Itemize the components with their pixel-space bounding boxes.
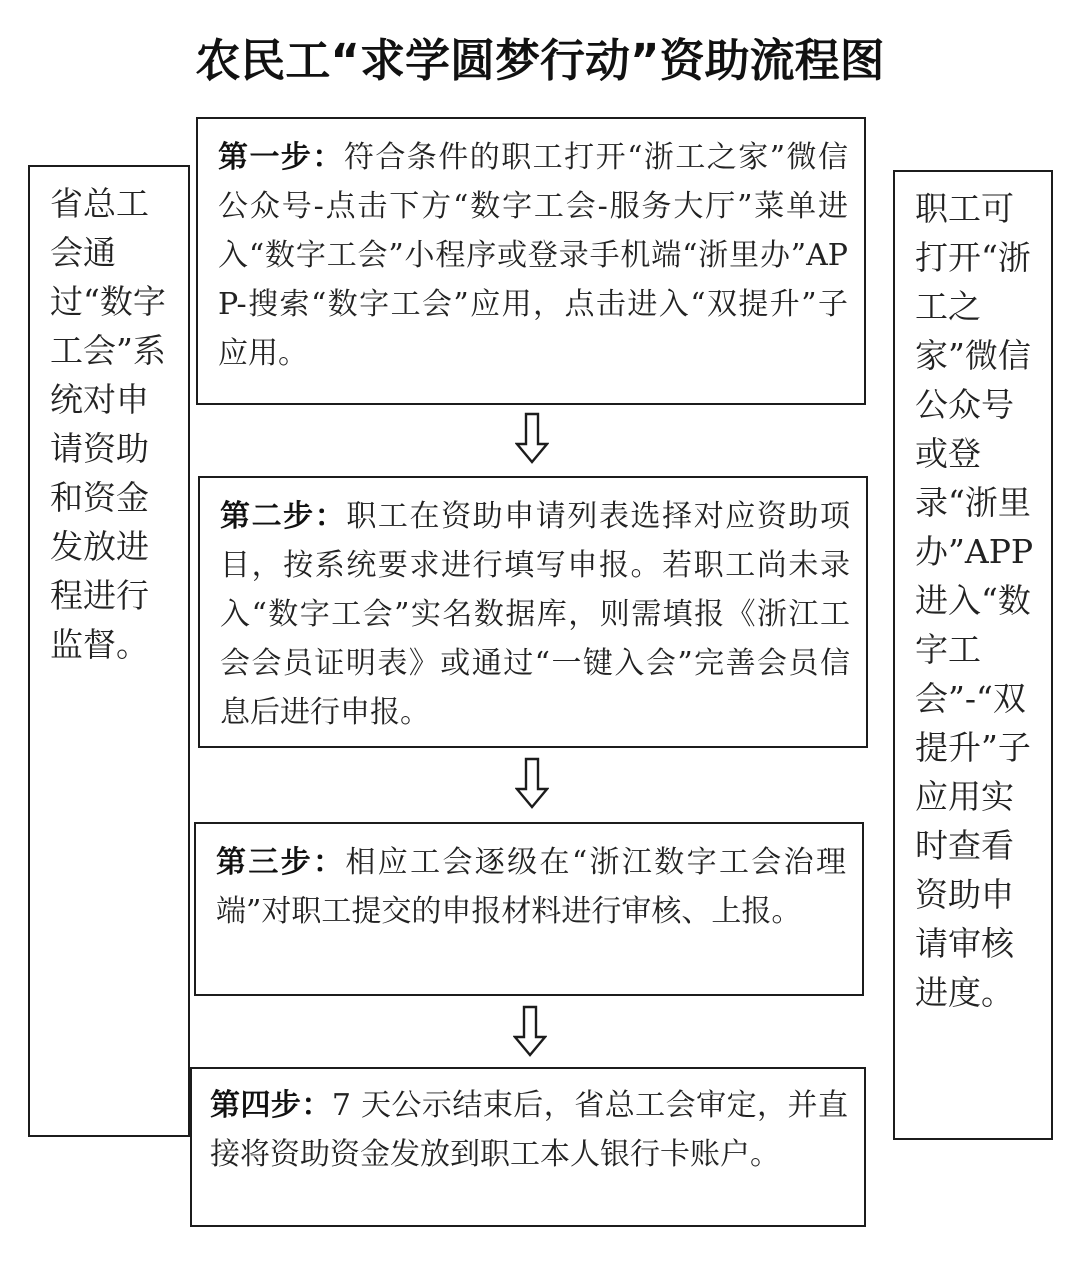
- left-supervision-panel: [28, 165, 190, 1137]
- diagram-title: 农民工“求学圆梦行动”资助流程图: [195, 34, 885, 87]
- hollow-down-arrow-icon: [515, 412, 549, 464]
- step-4-content: [210, 1081, 848, 1179]
- hollow-down-arrow-icon: [513, 1005, 547, 1057]
- step-4-label: 第四步：: [210, 1088, 332, 1123]
- step-1-text: 符合条件的职工打开“浙工之家”微信公众号-点击下方“数字工会-服务大厅”菜单进入“数字工会”小程序或登录手机端“浙里办”APP-搜索“数字工会”应用，点击进入“双提升”子应用。: [218, 140, 848, 371]
- right-panel-text: 职工可打开“浙工之家”微信公众号或登录“浙里办”APP进入“数字工会”-“双提升”子应用实时查看资助申请审核进度。: [915, 189, 1034, 1012]
- hollow-down-arrow-icon: [515, 757, 549, 809]
- right-progress-panel: [893, 170, 1053, 1140]
- step-2-text: 职工在资助申请列表选择对应资助项目，按系统要求进行填写申报。若职工尚未录入“数字工会”实名数据库，则需填报《浙江工会会员证明表》或通过“一键入会”完善会员信息后进行申报。: [220, 499, 851, 730]
- step-3-label: 第三步：: [216, 845, 346, 880]
- step-2-box: [198, 476, 868, 748]
- step-1-box: [196, 117, 866, 405]
- step-1-content: [218, 133, 848, 378]
- step-3-content: [216, 838, 846, 936]
- step-4-box: [190, 1067, 866, 1227]
- step-1-label: 第一步：: [218, 140, 344, 175]
- step-3-box: [194, 822, 864, 996]
- left-panel-text: 省总工会通过“数字工会”系统对申请资助和资金发放进程进行监督。: [50, 184, 166, 664]
- step-2-content: [220, 492, 850, 737]
- step-4-text: 7 天公示结束后，省总工会审定，并直接将资助资金发放到职工本人银行卡账户。: [210, 1088, 848, 1172]
- step-2-label: 第二步：: [220, 499, 347, 534]
- step-3-text: 相应工会逐级在“浙江数字工会治理端”对职工提交的申报材料进行审核、上报。: [216, 845, 846, 929]
